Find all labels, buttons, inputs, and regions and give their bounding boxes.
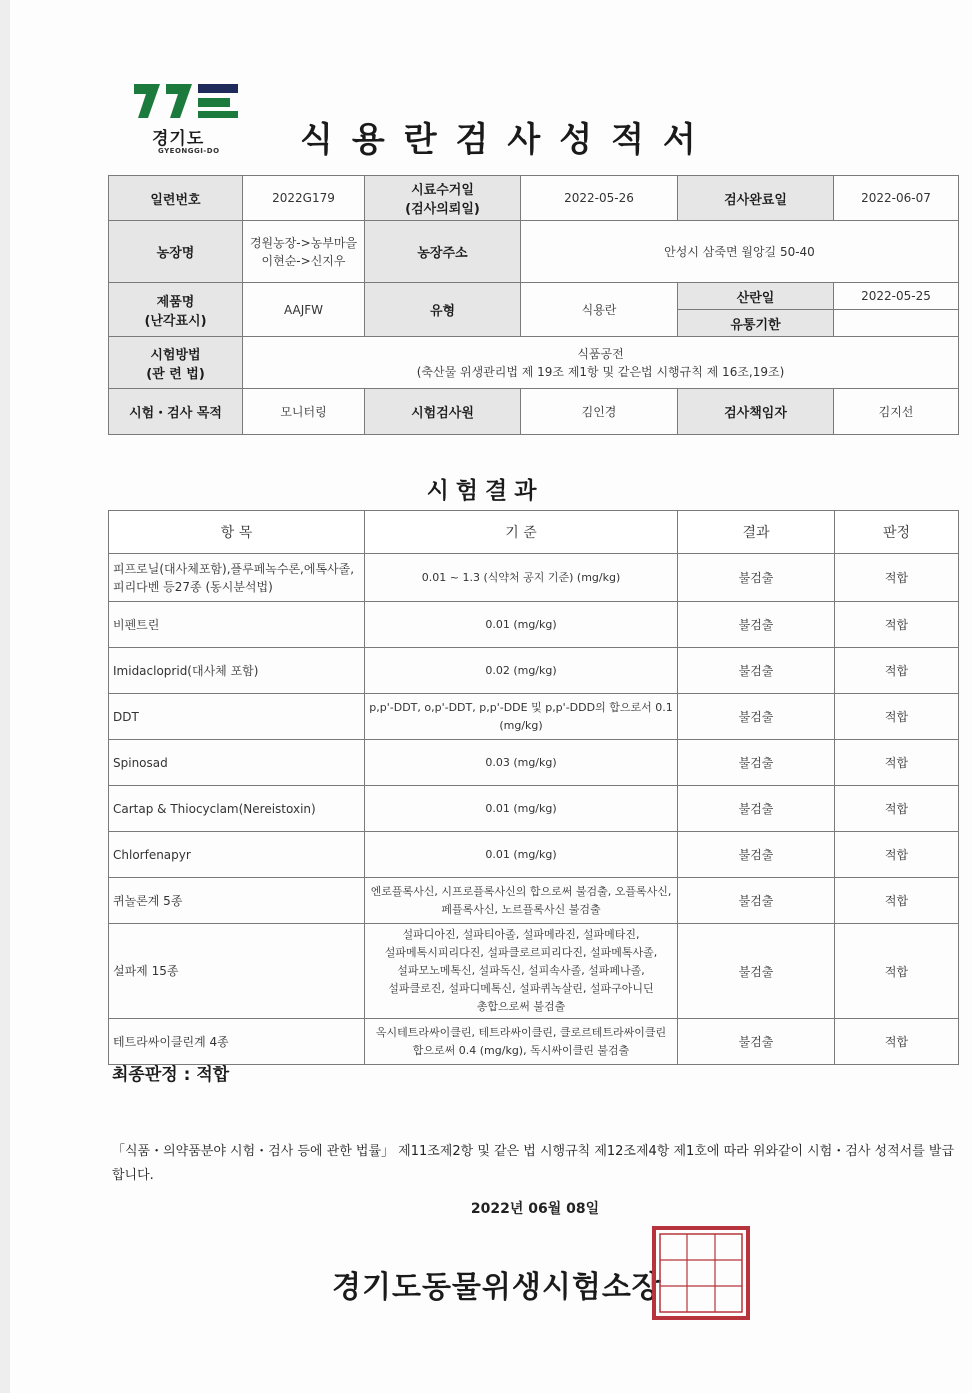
header-standard: 기 준 [365, 511, 678, 554]
sample-date-value: 2022-05-26 [521, 176, 678, 221]
judgment-cell: 적합 [835, 740, 959, 786]
manager-value: 김지선 [834, 389, 959, 435]
judgment-cell: 적합 [835, 786, 959, 832]
product-label-line1: 제품명 [156, 294, 195, 310]
standard-cell: 설파디아진, 설파티아졸, 설파메라진, 설파메타진, 설파메톡시피리다진, 설파클로르피리다진, 설파메톡사졸, 설파모노메톡신, 설파독신, 설피속사졸, 설파페나졸, 설파클로진, 설파디메톡신, 설파퀴녹살린, 설파구아니딘 총합으로써 불검출 [365, 924, 678, 1019]
logo-name: 경기도 [152, 129, 205, 149]
judgment-cell: 적합 [835, 832, 959, 878]
manager-label: 검사책임자 [678, 389, 834, 435]
complete-date-label: 검사완료일 [678, 176, 834, 221]
table-row [109, 648, 959, 694]
results-header-row [109, 511, 959, 554]
expiry-label: 유통기한 [678, 310, 834, 337]
results-table [108, 510, 959, 1065]
info-row [109, 389, 959, 435]
results-title: 시험결과 [426, 478, 544, 504]
header-result: 결과 [678, 511, 835, 554]
method-label-line1: 시험방법 [150, 347, 201, 363]
table-row [109, 694, 959, 740]
gyeonggi-logo [130, 80, 242, 155]
result-cell: 불검출 [678, 554, 835, 602]
info-row [109, 337, 959, 389]
item-cell: 테트라싸이클린계 4종 [109, 1019, 365, 1065]
product-value: AAJFW [243, 283, 365, 337]
table-row [109, 554, 959, 602]
purpose-value: 모니터링 [243, 389, 365, 435]
standard-cell: 0.03 (mg/kg) [365, 740, 678, 786]
result-cell: 불검출 [678, 878, 835, 924]
farm-address-label: 농장주소 [365, 221, 521, 283]
table-row [109, 786, 959, 832]
table-row [109, 740, 959, 786]
issuer-name: 경기도동물위생시험소장 [332, 1270, 662, 1305]
item-cell: 퀴놀론계 5종 [109, 878, 365, 924]
laying-date-value: 2022-05-25 [834, 283, 959, 310]
item-cell: Chlorfenapyr [109, 832, 365, 878]
item-cell: 피프로닐(대사체포함),플루페녹수론,에톡사졸,피리다벤 등27종 (동시분석법) [109, 554, 365, 602]
issuance-statement: 「식품・의약품분야 시험・검사 등에 관한 법률」 제11조제2항 및 같은 법 시행규칙 제12조제4항 제1호에 따라 위와같이 시험・검사 성적서를 발급합니다. [112, 1144, 955, 1183]
farm-value [243, 221, 365, 283]
result-cell: 불검출 [678, 740, 835, 786]
serial-label: 일련번호 [109, 176, 243, 221]
table-row [109, 924, 959, 1019]
laying-date-label: 산란일 [678, 283, 834, 310]
document-title: 식용란검사성적서 [300, 120, 715, 160]
item-cell: Cartap & Thiocyclam(Nereistoxin) [109, 786, 365, 832]
result-cell: 불검출 [678, 694, 835, 740]
result-cell: 불검출 [678, 602, 835, 648]
result-cell: 불검출 [678, 648, 835, 694]
table-row [109, 602, 959, 648]
info-row [109, 176, 959, 221]
item-cell: 설파제 15종 [109, 924, 365, 1019]
table-row [109, 832, 959, 878]
complete-date-value: 2022-06-07 [834, 176, 959, 221]
farm-value-line1: 경원농장->농부마을 [249, 235, 358, 250]
table-row [109, 878, 959, 924]
logo-name-en: GYEONGGI-DO [158, 147, 220, 155]
item-cell: DDT [109, 694, 365, 740]
result-cell: 불검출 [678, 832, 835, 878]
info-table [108, 175, 959, 435]
logo-mark-icon [130, 80, 242, 122]
farm-label: 농장명 [109, 221, 243, 283]
standard-cell: 0.01 (mg/kg) [365, 602, 678, 648]
judgment-cell: 적합 [835, 602, 959, 648]
standard-cell: 0.01 ~ 1.3 (식약처 공지 기준) (mg/kg) [365, 554, 678, 602]
farm-value-line2: 이현순->신지우 [261, 253, 346, 268]
standard-cell: 옥시테트라싸이클린, 테트라싸이클린, 클로르테트라싸이클린 합으로써 0.4 (mg/kg), 독시싸이클린 불검출 [365, 1019, 678, 1065]
judgment-cell: 적합 [835, 878, 959, 924]
tester-value: 김인경 [521, 389, 678, 435]
sample-date-label-line2: (검사의뢰일) [405, 202, 480, 217]
standard-cell: 0.01 (mg/kg) [365, 786, 678, 832]
scan-edge [0, 0, 10, 1393]
method-value [243, 337, 959, 389]
judgment-cell: 적합 [835, 924, 959, 1019]
product-label-line2: (난각표시) [144, 313, 207, 329]
official-seal-icon [652, 1226, 750, 1320]
item-cell: Imidacloprid(대사체 포함) [109, 648, 365, 694]
final-judgment: 최종판정 : 적합 [112, 1065, 230, 1085]
method-label [109, 337, 243, 389]
method-value-line1: 식품공전 [577, 346, 624, 361]
method-value-line2: (축산물 위생관리법 제 19조 제1항 및 같은법 시행규칙 제 16조,19조) [416, 364, 785, 379]
serial-value: 2022G179 [243, 176, 365, 221]
table-row [109, 1019, 959, 1065]
purpose-label: 시험・검사 목적 [109, 389, 243, 435]
sample-date-label [365, 176, 521, 221]
judgment-cell: 적합 [835, 694, 959, 740]
result-cell: 불검출 [678, 924, 835, 1019]
type-value: 식용란 [521, 283, 678, 337]
result-cell: 불검출 [678, 1019, 835, 1065]
header-judgment: 판정 [835, 511, 959, 554]
judgment-cell: 적합 [835, 554, 959, 602]
result-cell: 불검출 [678, 786, 835, 832]
method-label-line2: (관 련 법) [146, 366, 205, 382]
standard-cell: 엔로플록사신, 시프로플록사신의 합으로써 불검출, 오플록사신, 페플록사신, 노르플록사신 불검출 [365, 878, 678, 924]
item-cell: Spinosad [109, 740, 365, 786]
tester-label: 시험검사원 [365, 389, 521, 435]
farm-address-value: 안성시 삼죽면 월앙길 50-40 [521, 221, 959, 283]
standard-cell: 0.02 (mg/kg) [365, 648, 678, 694]
judgment-cell: 적합 [835, 648, 959, 694]
expiry-value [834, 310, 959, 337]
item-cell: 비펜트린 [109, 602, 365, 648]
standard-cell: p,p'-DDT, o,p'-DDT, p,p'-DDE 및 p,p'-DDD의 합으로서 0.1 (mg/kg) [365, 694, 678, 740]
sample-date-label-line1: 시료수거일 [411, 183, 474, 198]
header-item: 항 목 [109, 511, 365, 554]
issue-date: 2022년 06월 08일 [470, 1201, 600, 1217]
info-row [109, 283, 959, 310]
judgment-cell: 적합 [835, 1019, 959, 1065]
standard-cell: 0.01 (mg/kg) [365, 832, 678, 878]
type-label: 유형 [365, 283, 521, 337]
info-row [109, 221, 959, 283]
product-label [109, 283, 243, 337]
